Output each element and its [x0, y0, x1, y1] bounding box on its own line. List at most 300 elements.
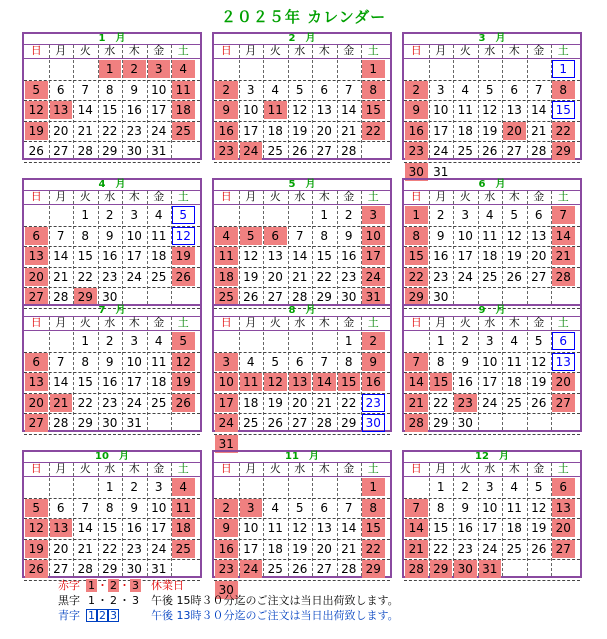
- day-cell: 20: [25, 268, 48, 286]
- weekday-label: 土: [177, 44, 189, 57]
- day-cell: 10: [243, 521, 259, 535]
- day-cell: 22: [362, 540, 385, 558]
- day-cell: 20: [316, 541, 332, 556]
- day-cell: 21: [405, 540, 428, 558]
- day-cell: 4: [172, 478, 195, 496]
- day-cell: 13: [552, 499, 575, 517]
- day-cell: 28: [316, 416, 332, 430]
- day-cell: 20: [552, 519, 575, 537]
- day-cell: 1: [81, 334, 90, 348]
- day-cell: 21: [53, 269, 69, 284]
- weekday-label: 火: [79, 190, 91, 203]
- legend: [58, 578, 399, 623]
- day-cell: 9: [362, 353, 385, 371]
- weekday-label: 水: [104, 44, 116, 57]
- legend-text: 午後 15時３０分迄のご注文は当日出荷致します。: [151, 594, 399, 607]
- day-cell: 24: [151, 123, 167, 138]
- month-8: [212, 304, 392, 451]
- weekday-label: 火: [79, 44, 91, 57]
- day-cell: 11: [240, 373, 263, 391]
- day-cell: 19: [506, 249, 522, 263]
- day-cell: 20: [25, 394, 48, 412]
- month-header: 8 月: [288, 305, 316, 316]
- day-cell: 7: [56, 228, 65, 243]
- weekday-label: 金: [533, 190, 545, 203]
- day-cell: 29: [316, 290, 332, 304]
- day-cell: 24: [240, 560, 263, 578]
- legend-marks: 1 ・ 2 ・ 3: [88, 579, 139, 592]
- day-cell: 12: [292, 103, 308, 117]
- day-cell: 17: [243, 123, 259, 138]
- legend-row: [58, 593, 399, 608]
- day-cell: 17: [151, 103, 167, 117]
- day-cell: 10: [457, 228, 473, 243]
- weekday-label: 木: [508, 316, 520, 329]
- weekday-label: 日: [30, 190, 42, 203]
- day-cell: 7: [56, 354, 65, 369]
- day-cell: 2: [461, 480, 470, 494]
- weekday-label: 月: [435, 44, 447, 57]
- month-header: 4 月: [98, 179, 126, 190]
- day-cell: 30: [126, 144, 142, 158]
- day-cell: 19: [267, 395, 283, 410]
- weekday-label: 火: [459, 44, 471, 57]
- weekday-label: 土: [367, 316, 379, 329]
- day-cell: 1: [99, 60, 122, 78]
- weekday-label: 水: [104, 462, 116, 475]
- day-cell: 6: [56, 500, 65, 515]
- day-cell: 10: [362, 227, 385, 245]
- day-cell: 1: [362, 60, 385, 78]
- day-cell: 9: [461, 354, 470, 369]
- weekday-label: 日: [220, 44, 232, 57]
- month-header: 9 月: [478, 305, 506, 316]
- day-cell: 4: [154, 208, 163, 222]
- day-cell: 30: [454, 560, 477, 578]
- day-cell: 6: [320, 500, 329, 515]
- day-cell: 8: [81, 228, 90, 243]
- day-cell: 27: [531, 269, 547, 284]
- day-cell: 25: [172, 122, 195, 140]
- day-cell: 22: [77, 395, 93, 410]
- day-cell: 4: [271, 500, 280, 515]
- legend-mark: 2: [110, 594, 117, 607]
- month-5: [212, 178, 392, 306]
- day-cell: 13: [267, 249, 283, 263]
- day-cell: 6: [295, 354, 304, 369]
- day-cell: 14: [341, 103, 357, 117]
- day-cell: 26: [267, 416, 283, 430]
- day-cell: 21: [292, 269, 308, 284]
- day-cell: 17: [362, 247, 385, 265]
- weekday-label: 水: [104, 316, 116, 329]
- day-cell: 2: [436, 208, 445, 222]
- day-cell: 5: [25, 499, 48, 517]
- weekday-label: 日: [30, 316, 42, 329]
- weekday-label: 火: [79, 462, 91, 475]
- day-cell: 23: [102, 269, 118, 284]
- day-cell: 31: [215, 435, 238, 453]
- day-cell: 27: [292, 416, 308, 430]
- day-cell: 28: [53, 416, 69, 430]
- weekday-label: 火: [269, 462, 281, 475]
- day-cell: 15: [433, 521, 449, 535]
- legend-mark: 3: [132, 579, 139, 592]
- day-cell: 12: [25, 519, 48, 537]
- month-3: [402, 32, 582, 179]
- day-cell: 27: [267, 290, 283, 304]
- day-cell: 2: [461, 334, 470, 348]
- day-cell: 7: [344, 82, 353, 97]
- day-cell: 2: [105, 334, 114, 348]
- weekday-label: 木: [318, 44, 330, 57]
- day-cell: 11: [506, 354, 522, 369]
- day-cell: 29: [362, 560, 385, 578]
- day-cell: 16: [102, 375, 118, 389]
- weekday-label: 火: [459, 462, 471, 475]
- weekday-label: 日: [30, 44, 42, 57]
- weekday-label: 土: [367, 462, 379, 475]
- day-cell: 6: [510, 82, 519, 97]
- month-header: 11 月: [285, 451, 319, 462]
- day-cell: 28: [531, 144, 547, 158]
- day-cell: 15: [430, 373, 453, 391]
- day-cell: 12: [531, 500, 547, 515]
- day-cell: 9: [215, 519, 238, 537]
- day-cell: 8: [552, 81, 575, 99]
- weekday-label: 土: [557, 190, 569, 203]
- day-cell: 18: [151, 249, 167, 263]
- weekday-label: 月: [435, 190, 447, 203]
- day-cell: 26: [243, 290, 259, 304]
- day-cell: 3: [240, 499, 263, 517]
- weekday-label: 火: [459, 316, 471, 329]
- day-cell: 24: [240, 142, 263, 160]
- weekday-label: 土: [177, 190, 189, 203]
- weekday-label: 水: [294, 462, 306, 475]
- day-cell: 22: [102, 123, 118, 138]
- day-cell: 18: [151, 375, 167, 389]
- day-cell: 21: [341, 541, 357, 556]
- day-cell: 13: [506, 103, 522, 117]
- day-cell: 14: [552, 227, 575, 245]
- legend-text: 休業日: [151, 579, 184, 592]
- day-cell: 30: [362, 414, 385, 432]
- day-cell: 16: [457, 521, 473, 535]
- day-cell: 17: [243, 541, 259, 556]
- weekday-label: 木: [128, 462, 140, 475]
- weekday-label: 木: [508, 190, 520, 203]
- day-cell: 9: [436, 228, 445, 243]
- day-cell: 26: [172, 268, 195, 286]
- legend-mark: 2: [110, 579, 117, 592]
- day-cell: 19: [482, 123, 498, 138]
- weekday-label: 日: [410, 190, 422, 203]
- day-cell: 8: [362, 499, 385, 517]
- day-cell: 7: [81, 500, 90, 515]
- day-cell: 15: [552, 101, 575, 119]
- day-cell: 12: [25, 101, 48, 119]
- day-cell: 29: [552, 142, 575, 160]
- day-cell: 26: [292, 144, 308, 158]
- day-cell: 26: [531, 541, 547, 556]
- day-cell: 29: [77, 416, 93, 430]
- day-cell: 15: [316, 249, 332, 263]
- day-cell: 26: [292, 562, 308, 576]
- day-cell: 23: [126, 123, 142, 138]
- day-cell: 14: [405, 519, 428, 537]
- day-cell: 23: [362, 394, 385, 412]
- day-cell: 22: [405, 268, 428, 286]
- day-cell: 6: [552, 478, 575, 496]
- day-cell: 11: [151, 354, 167, 369]
- day-cell: 28: [405, 414, 428, 432]
- month-header: 12 月: [475, 451, 509, 462]
- month-4: [22, 178, 202, 306]
- day-cell: 4: [172, 60, 195, 78]
- day-cell: 17: [151, 521, 167, 535]
- day-cell: 12: [292, 521, 308, 535]
- weekday-label: 土: [177, 462, 189, 475]
- day-cell: 13: [289, 373, 312, 391]
- day-cell: 29: [430, 560, 453, 578]
- legend-mark: 2: [99, 609, 106, 622]
- day-cell: 17: [126, 249, 142, 263]
- weekday-label: 水: [484, 462, 496, 475]
- day-cell: 7: [344, 500, 353, 515]
- day-cell: 4: [215, 227, 238, 245]
- month-header: 1 月: [98, 33, 126, 44]
- day-cell: 20: [53, 123, 69, 138]
- day-cell: 28: [292, 290, 308, 304]
- day-cell: 4: [510, 480, 519, 494]
- day-cell: 9: [105, 354, 114, 369]
- day-cell: 20: [552, 373, 575, 391]
- day-cell: 10: [482, 354, 498, 369]
- legend-mark: 3: [132, 594, 139, 607]
- day-cell: 14: [313, 373, 336, 391]
- day-cell: 19: [243, 269, 259, 284]
- day-cell: 2: [105, 208, 114, 222]
- day-cell: 23: [102, 395, 118, 410]
- day-cell: 7: [320, 354, 329, 369]
- weekday-label: 水: [294, 316, 306, 329]
- day-cell: 23: [341, 269, 357, 284]
- day-cell: 1: [362, 478, 385, 496]
- calendar-title: ２０２５年 カレンダー: [220, 8, 387, 26]
- day-cell: 4: [246, 354, 255, 369]
- day-cell: 8: [81, 354, 90, 369]
- weekday-label: 木: [318, 316, 330, 329]
- day-cell: 6: [25, 353, 48, 371]
- day-cell: 27: [506, 144, 522, 158]
- day-cell: 8: [436, 500, 445, 515]
- day-cell: 14: [53, 375, 69, 389]
- day-cell: 31: [433, 164, 449, 179]
- day-cell: 5: [25, 81, 48, 99]
- day-cell: 18: [267, 123, 283, 138]
- day-cell: 13: [50, 101, 73, 119]
- day-cell: 11: [172, 499, 195, 517]
- weekday-label: 土: [557, 316, 569, 329]
- day-cell: 20: [316, 123, 332, 138]
- day-cell: 5: [534, 480, 543, 494]
- weekday-label: 金: [533, 462, 545, 475]
- day-cell: 7: [405, 499, 428, 517]
- weekday-label: 金: [153, 316, 165, 329]
- weekday-label: 火: [79, 316, 91, 329]
- day-cell: 12: [172, 227, 195, 245]
- day-cell: 20: [292, 395, 308, 410]
- month-7: [22, 304, 202, 432]
- day-cell: 11: [482, 228, 498, 243]
- day-cell: 23: [126, 541, 142, 556]
- day-cell: 24: [482, 541, 498, 556]
- day-cell: 13: [25, 373, 48, 391]
- day-cell: 29: [102, 144, 118, 158]
- day-cell: 26: [25, 560, 48, 578]
- day-cell: 20: [531, 249, 547, 263]
- weekday-label: 金: [343, 44, 355, 57]
- day-cell: 25: [267, 562, 283, 576]
- day-cell: 5: [510, 208, 519, 222]
- month-10: [22, 450, 202, 578]
- weekday-label: 木: [128, 44, 140, 57]
- day-cell: 14: [292, 249, 308, 263]
- day-cell: 22: [341, 395, 357, 410]
- day-cell: 28: [405, 560, 428, 578]
- day-cell: 10: [482, 500, 498, 515]
- weekday-label: 日: [410, 462, 422, 475]
- day-cell: 20: [503, 122, 526, 140]
- day-cell: 21: [77, 541, 93, 556]
- weekday-label: 金: [343, 462, 355, 475]
- month-2: [212, 32, 392, 160]
- day-cell: 25: [267, 144, 283, 158]
- day-cell: 30: [102, 416, 118, 430]
- day-cell: 7: [405, 353, 428, 371]
- day-cell: 8: [405, 227, 428, 245]
- month-11: [212, 450, 392, 597]
- day-cell: 11: [172, 81, 195, 99]
- day-cell: 14: [531, 103, 547, 117]
- day-cell: 18: [457, 123, 473, 138]
- weekday-label: 月: [55, 44, 67, 57]
- day-cell: 17: [482, 521, 498, 535]
- day-cell: 18: [506, 375, 522, 389]
- month-header: 6 月: [478, 179, 506, 190]
- day-cell: 27: [25, 288, 48, 306]
- day-cell: 9: [215, 101, 238, 119]
- day-cell: 2: [130, 480, 139, 494]
- day-cell: 9: [130, 500, 139, 515]
- day-cell: 16: [215, 122, 238, 140]
- legend-marks: 1 ・ 2 ・ 3: [88, 594, 139, 607]
- day-cell: 13: [552, 353, 575, 371]
- day-cell: 16: [457, 375, 473, 389]
- day-cell: 31: [479, 560, 502, 578]
- day-cell: 23: [433, 269, 449, 284]
- weekday-label: 金: [343, 190, 355, 203]
- day-cell: 28: [53, 290, 69, 304]
- day-cell: 30: [457, 416, 473, 430]
- day-cell: 10: [151, 82, 167, 97]
- day-cell: 16: [341, 249, 357, 263]
- day-cell: 30: [433, 290, 449, 304]
- day-cell: 23: [215, 142, 238, 160]
- day-cell: 2: [362, 332, 385, 350]
- day-cell: 11: [267, 521, 283, 535]
- weekday-label: 日: [410, 44, 422, 57]
- day-cell: 26: [506, 269, 522, 284]
- day-cell: 12: [531, 354, 547, 369]
- legend-mark: 1: [88, 579, 95, 592]
- weekday-label: 水: [484, 190, 496, 203]
- legend-mark: 1: [88, 594, 95, 607]
- day-cell: 25: [506, 541, 522, 556]
- weekday-label: 金: [153, 462, 165, 475]
- day-cell: 15: [102, 103, 118, 117]
- day-cell: 27: [53, 562, 69, 576]
- weekday-label: 日: [410, 316, 422, 329]
- month-header: 7 月: [98, 305, 126, 316]
- weekday-label: 水: [484, 316, 496, 329]
- day-cell: 7: [295, 228, 304, 243]
- day-cell: 25: [151, 269, 167, 284]
- day-cell: 24: [362, 268, 385, 286]
- day-cell: 17: [457, 249, 473, 263]
- day-cell: 13: [25, 247, 48, 265]
- day-cell: 2: [215, 81, 238, 99]
- day-cell: 12: [172, 353, 195, 371]
- day-cell: 7: [81, 82, 90, 97]
- day-cell: 6: [56, 82, 65, 97]
- day-cell: 11: [457, 103, 473, 117]
- day-cell: 13: [316, 521, 332, 535]
- day-cell: 10: [433, 103, 449, 117]
- day-cell: 8: [320, 228, 329, 243]
- month-header: 10 月: [95, 451, 129, 462]
- day-cell: 16: [126, 521, 142, 535]
- weekday-label: 金: [533, 44, 545, 57]
- day-cell: 6: [264, 227, 287, 245]
- day-cell: 1: [81, 208, 90, 222]
- day-cell: 19: [292, 123, 308, 138]
- day-cell: 22: [102, 541, 118, 556]
- day-cell: 5: [295, 82, 304, 97]
- day-cell: 21: [50, 394, 73, 412]
- weekday-label: 木: [318, 190, 330, 203]
- legend-text: 午後 13時３０分迄のご注文は当日出荷致します。: [151, 609, 399, 622]
- weekday-label: 月: [245, 462, 257, 475]
- day-cell: 16: [362, 373, 385, 391]
- weekday-label: 木: [128, 190, 140, 203]
- day-cell: 16: [405, 122, 428, 140]
- day-cell: 15: [362, 101, 385, 119]
- day-cell: 15: [405, 247, 428, 265]
- day-cell: 23: [457, 541, 473, 556]
- weekday-label: 火: [269, 316, 281, 329]
- day-cell: 16: [102, 249, 118, 263]
- day-cell: 9: [405, 101, 428, 119]
- day-cell: 12: [506, 228, 522, 243]
- day-cell: 3: [436, 82, 445, 97]
- day-cell: 18: [243, 395, 259, 410]
- day-cell: 24: [151, 541, 167, 556]
- day-cell: 28: [77, 562, 93, 576]
- day-cell: 20: [267, 269, 283, 284]
- day-cell: 29: [341, 416, 357, 430]
